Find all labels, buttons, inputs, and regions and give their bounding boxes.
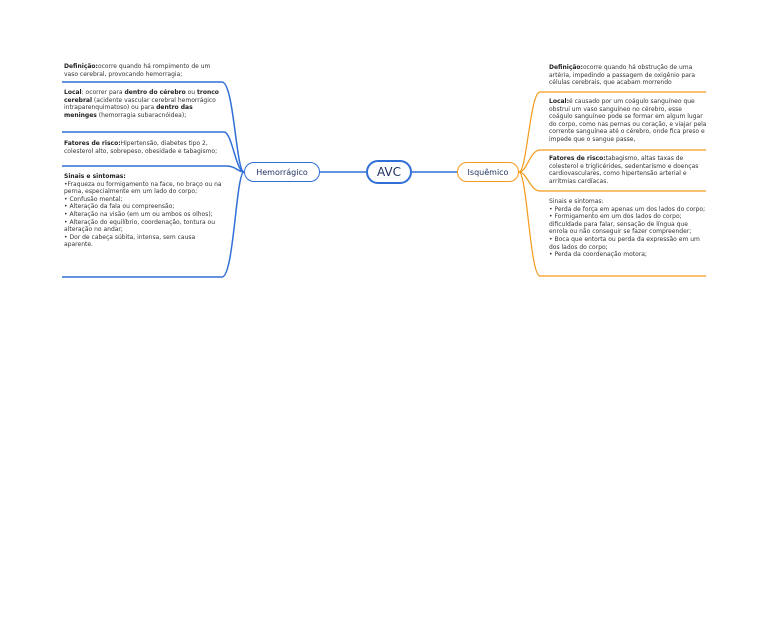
isq-sinais-item: • Perda da coordenação motora; bbox=[549, 251, 647, 259]
hem-local-t2: ou bbox=[185, 89, 197, 96]
note-hem-sinais bbox=[64, 173, 222, 249]
hem-local-b1: dentro do cérebro bbox=[124, 89, 186, 96]
hem-local-b3: dentro das meninges bbox=[64, 104, 193, 119]
isquemico-label: Isquêmico bbox=[467, 167, 509, 177]
isq-fatores-text: tabagismo, altas taxas de colesterol e triglicérides, sedentarismo e doenças cardiovasculares, como hipertensão arterial e arritmias cardíacas. bbox=[549, 155, 699, 185]
hem-local-t1: : ocorrer para bbox=[81, 89, 125, 96]
central-label: AVC bbox=[376, 165, 402, 179]
note-hem-fatores bbox=[64, 140, 222, 155]
hem-sinais-title: Sinais e sintomas: bbox=[64, 173, 126, 180]
isq-sinais-item: • Perda de força em apenas um dos lados do corpo; bbox=[549, 205, 706, 213]
hem-sinais-item: • Alteração do equilíbrio, coordenação, tontura ou alteração no andar; bbox=[64, 218, 216, 234]
isq-fatores-title: Fatores de risco: bbox=[549, 155, 606, 162]
hem-definicao-text: ocorre quando há rompimento de um vaso cerebral, provocando hemorragia; bbox=[64, 63, 211, 78]
hem-fatores-title: Fatores de risco: bbox=[64, 140, 121, 147]
note-hem-definicao bbox=[64, 63, 222, 78]
hem-sinais-item: •Fraqueza ou formigamento na face, no braço ou na perna, especialmente em um lado do corpo; bbox=[64, 180, 222, 196]
hem-local-t3: (acidente vascular cerebral hemorrágico intraparenquimatoso) ou para bbox=[64, 96, 216, 112]
isq-definicao-text: ocorre quando há obstrução de uma artéria, impedindo a passagem de oxigênio para células cerebrais, que acabam morrendo bbox=[549, 64, 696, 87]
hemorragico-label: Hemorrágico bbox=[256, 167, 308, 177]
branch-node-isquemico[interactable] bbox=[457, 162, 519, 182]
isq-definicao-title: Definição: bbox=[549, 64, 583, 71]
hem-definicao-title: Definição: bbox=[64, 63, 98, 70]
note-isq-fatores bbox=[549, 155, 707, 185]
hem-sinais-item: • Confusão mental; bbox=[64, 195, 123, 203]
hem-local-b2: tronco cerebral bbox=[64, 89, 219, 104]
hem-sinais-item: • Alteração na visão (em um ou ambos os olhos); bbox=[64, 210, 213, 218]
isq-local-text: é causado por um coágulo sanguíneo que obstrui um vaso sanguíneo no cérebro, esse coágulo sanguíneo pode se formar em algum lugar do corpo, como nas pernas ou coração, e viajar pela corrente sanguínea até o cérebro, onde fica preso e impede que o sangue passe, bbox=[549, 98, 707, 143]
hem-local-title: Local bbox=[64, 89, 82, 96]
connector-hem-fatores bbox=[62, 166, 244, 172]
branch-node-hemorragico[interactable] bbox=[244, 162, 320, 182]
note-isq-local bbox=[549, 98, 707, 144]
note-hem-local bbox=[64, 89, 222, 119]
hem-local-t4: (hemorragia subaracnóidea); bbox=[96, 111, 187, 119]
central-node-avc[interactable] bbox=[366, 160, 412, 184]
hem-sinais-item: • Dor de cabeça súbita, intensa, sem causa aparente. bbox=[64, 233, 196, 249]
isq-local-title: Local: bbox=[549, 98, 570, 105]
isq-sinais-item: • Formigamento em um dos lados do corpo; dificuldade para falar, sensação de língua que enrola ou não conseguir se fazer compreender; bbox=[549, 213, 692, 236]
note-isq-definicao bbox=[549, 64, 707, 87]
hem-sinais-item: • Alteração da fala ou compreensão; bbox=[64, 203, 175, 211]
hem-fatores-text: Hipertensão, diabetes tipo 2, colesterol alto, sobrepeso, obesidade e tabagismo; bbox=[64, 140, 218, 155]
note-isq-sinais bbox=[549, 198, 707, 259]
isq-sinais-item: • Boca que entorta ou perda da expressão em um dos lados do corpo; bbox=[549, 235, 700, 251]
isq-sinais-title: Sinais e sintomas: bbox=[549, 198, 604, 205]
